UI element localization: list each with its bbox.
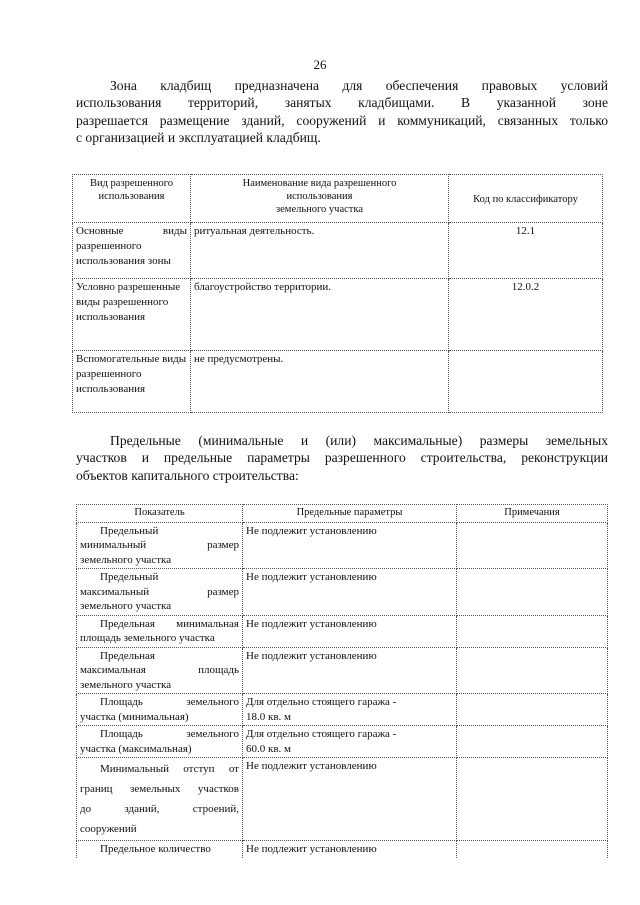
params-line: Не подлежит установлению [246,649,377,662]
header-kind-line: использования [98,191,165,202]
header-params: Предельные параметры [243,505,457,523]
indicator-line: Минимальный отступ от [100,763,239,775]
header-name [191,175,449,223]
indicator-line: минимальный размер [80,539,239,551]
limit-parameters-table [76,504,608,858]
permitted-uses-table [72,174,603,413]
table-row [77,647,608,694]
intro-line: использования территорий, занятых кладбищами. В указанной зоне [76,95,608,111]
params-cell [243,694,457,726]
params-line: Не подлежит установлению [246,571,377,583]
intro-line: Зона кладбищ предназначена для обеспечения правовых условий [110,78,608,93]
limits-line: Предельные (минимальные и (или) максимальные) размеры земельных [110,433,608,448]
indicator-line: участка (минимальная) [80,710,189,723]
params-cell [243,758,457,841]
limits-line: участков и предельные параметры разрешенного строительства, реконструкции [76,450,608,466]
params-line: 18.0 кв. м [246,710,291,723]
limits-line: объектов капитального строительства: [76,467,299,483]
indicator-cell [77,522,243,569]
params-line: Не подлежит установлению [246,617,377,630]
notes-cell [457,726,608,758]
indicator-cell [77,726,243,758]
indicator-line: Площадь земельного [100,728,239,740]
table-row [77,522,608,569]
table-header-row [73,175,603,223]
indicator-line: земельного участка [80,600,172,612]
intro-paragraph [76,77,608,146]
params-cell [243,615,457,647]
use-kind-cell: Основные виды разрешенного использования зоны [73,223,191,279]
notes-cell [457,615,608,647]
table-row [77,615,608,647]
notes-cell [457,569,608,616]
header-name-line: Наименование вида разрешенного [242,178,397,189]
use-name-cell: благоустройство территории. [191,279,449,351]
intro-line: с организацией и эксплуатацией кладбищ. [76,129,321,145]
params-cell [243,522,457,569]
notes-cell [457,758,608,841]
notes-cell [457,522,608,569]
indicator-cell [77,615,243,647]
indicator-cell [77,694,243,726]
header-name-line: земельного участка [276,204,363,215]
indicator-line: максимальная площадь [80,664,239,676]
header-name-line: использования [286,191,353,202]
header-kind-line: Вид разрешенного [89,178,174,189]
indicator-line: Площадь земельного [100,696,239,708]
header-kind [73,175,191,223]
indicator-line: до зданий, строений, [80,803,239,815]
indicator-cell [77,841,243,858]
indicator-cell [77,569,243,616]
header-indicator: Показатель [77,505,243,523]
table-row [73,223,603,279]
params-cell [243,647,457,694]
indicator-cell [77,647,243,694]
page-number: 26 [313,57,327,72]
params-cell [243,726,457,758]
indicator-line: Предельная минимальная [100,617,239,630]
table-row [77,758,608,841]
table-row [73,279,603,351]
indicator-line: земельного участка [80,678,172,691]
header-code [449,175,603,223]
params-line: Не подлежит установлению [246,524,377,537]
use-name-cell: не предусмотрены. [191,351,449,413]
table-header-row [77,505,608,523]
indicator-line: площадь земельного участка [80,632,215,644]
indicator-line: участка (максимальная) [80,742,192,755]
table-row [77,726,608,758]
intro-line: разрешается размещение зданий, сооружений и коммуникаций, связанных только [76,112,608,128]
notes-cell [457,841,608,858]
params-line: Не подлежит установлению [246,843,377,855]
indicator-line: Предельная [100,649,155,662]
table-row [77,841,608,858]
notes-cell [457,647,608,694]
indicator-line: максимальный размер [80,585,239,598]
use-name-cell: ритуальная деятельность. [191,223,449,279]
header-notes: Примечания [457,505,608,523]
limits-paragraph [76,432,608,484]
indicator-line: земельного участка [80,553,172,566]
header-code-text: Код по классификатору [473,193,578,205]
params-line: Не подлежит установлению [246,760,377,772]
params-line: 60.0 кв. м [246,742,291,755]
use-kind-cell: Условно разрешенные виды разрешенного использования [73,279,191,351]
indicator-line: Предельный [100,524,159,537]
params-cell [243,569,457,616]
table-row [77,694,608,726]
indicator-line: Предельный [100,571,159,583]
use-kind-cell: Вспомогательные виды разрешенного использования [73,351,191,413]
indicator-line: Предельное количество [100,843,211,855]
params-line: Для отдельно стоящего гаража - [246,696,397,708]
table-row [77,569,608,616]
use-code-cell: 12.0.2 [449,279,603,351]
indicator-cell [77,758,243,841]
table-row [73,351,603,413]
notes-cell [457,694,608,726]
use-code-cell: 12.1 [449,223,603,279]
use-code-cell [449,351,603,413]
params-cell [243,841,457,858]
indicator-line: границ земельных участков [80,783,239,795]
params-line: Для отдельно стоящего гаража - [246,728,397,740]
indicator-line: сооружений [80,823,137,835]
